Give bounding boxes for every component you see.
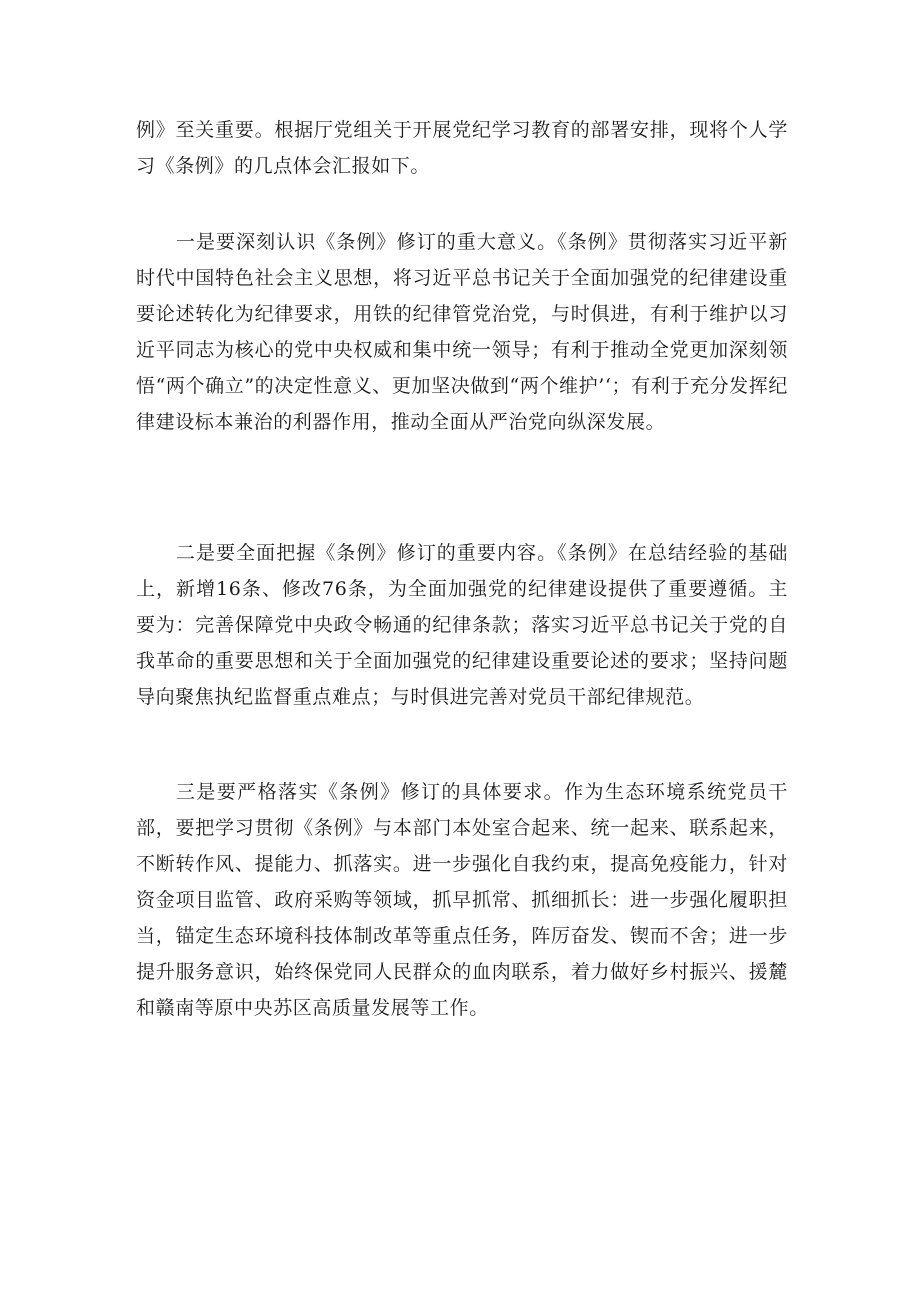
paragraph-continuation <box>136 112 788 184</box>
paragraph-third-point <box>136 774 788 1026</box>
paragraph-second-point <box>136 535 788 715</box>
paragraph-text: 三是要严格落实《条例》修订的具体要求。作为生态环境系统党员干部，要把学习贯彻《条例》与本部门本处室合起来、统一起来、联系起来，不断转作风、提能力、抓落实。进一步强化自我约束，提高免疫能力，针对资金项目监管、政府采购等领域，抓早抓常、抓细抓长：进一步强化履职担当，锚定生态环境科技体制改革等重点任务，阵厉奋发、锲而不舍；进一步提升服务意识，始终保党同人民群众的血肉联系，着力做好乡村振兴、援麓和赣南等原中央苏区高质量发展等工作。 <box>136 781 788 1019</box>
paragraph-text: 二是要全面把握《条例》修订的重要内容。《条例》在总结经验的基础上，新增16条、修改76条，为全面加强党的纪律建设提供了重要遵循。主要为：完善保障党中央政令畅通的纪律条款；落实习近平总书记关于党的自我革命的重要思想和关于全面加强党的纪律建设重要论述的要求；坚持问题导向聚焦执纪监督重点难点；与时俱进完善对党员干部纪律规范。 <box>136 542 788 708</box>
paragraph-first-point <box>136 224 788 440</box>
paragraph-text: 一是要深刻认识《条例》修订的重大意义。《条例》贯彻落实习近平新时代中国特色社会主义思想，将习近平总书记关于全面加强党的纪律建设重要论述转化为纪律要求，用铁的纪律管党治党，与时俱进，有利于维护以习近平同志为核心的党中央权威和集中统一领导；有利于推动全党更加深刻领悟“两个确立”的决定性意义、更加坚决做到“两个维护’‘；有利于充分发挥纪律建设标本兼治的利器作用，推动全面从严治党向纵深发展。 <box>136 231 788 433</box>
paragraph-text: 例》至关重要。根据厅党组关于开展党纪学习教育的部署安排，现将个人学习《条例》的几点体会汇报如下。 <box>136 119 788 177</box>
